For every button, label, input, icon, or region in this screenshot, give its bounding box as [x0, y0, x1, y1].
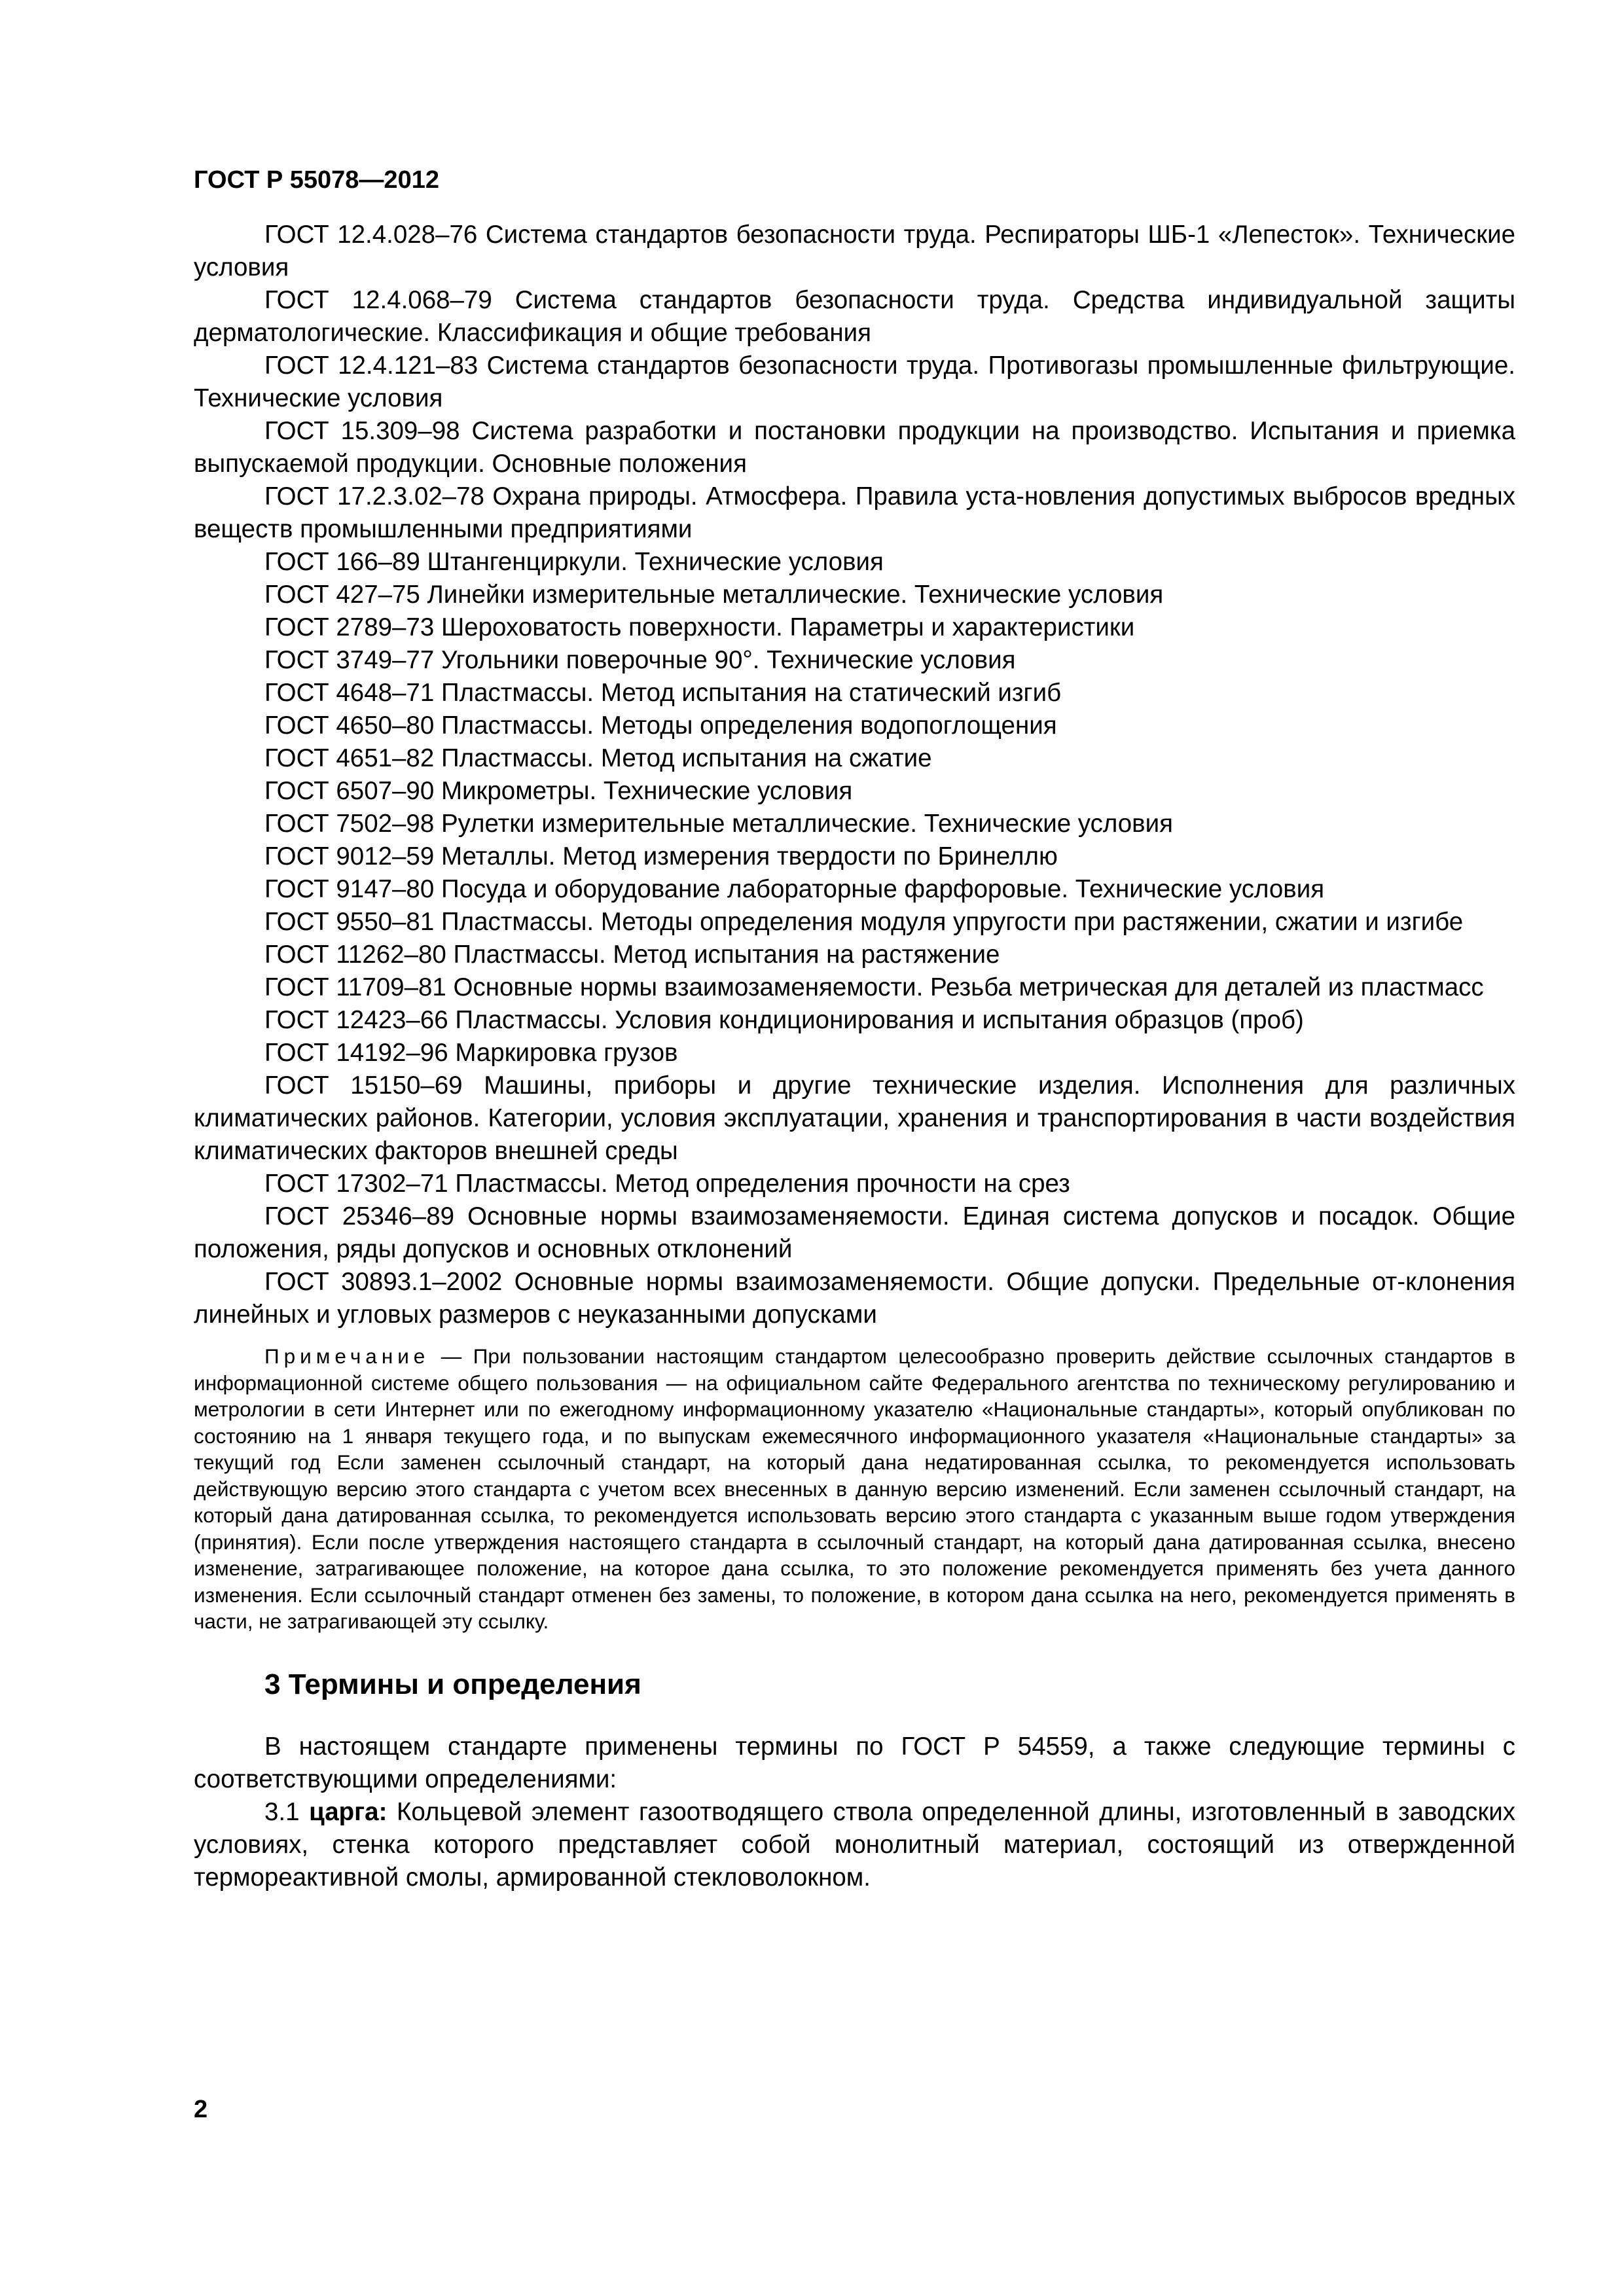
section-intro-paragraph: В настоящем стандарте применены термины по ГОСТ Р 54559, а также следующие термины с соответствующими определениями:	[194, 1732, 1515, 1793]
document-header-id: ГОСТ Р 55078—2012	[194, 166, 439, 194]
reference-item: ГОСТ 427–75 Линейки измерительные металлические. Технические условия	[264, 581, 1164, 609]
reference-item: ГОСТ 17.2.3.02–78 Охрана природы. Атмосфера. Правила уста-новления допустимых выбросов вредных веществ промышленными предприятиями	[194, 482, 1515, 543]
section-heading: 3 Термины и определения	[264, 1668, 641, 1700]
page-number: 2	[194, 2096, 208, 2123]
reference-item: ГОСТ 3749–77 Угольники поверочные 90°. Технические условия	[264, 646, 1016, 674]
term-name: царга:	[309, 1797, 388, 1826]
reference-item: ГОСТ 6507–90 Микрометры. Технические условия	[264, 777, 853, 805]
reference-item: ГОСТ 2789–73 Шероховатость поверхности. Параметры и характеристики	[264, 613, 1135, 641]
reference-item: ГОСТ 9147–80 Посуда и оборудование лабораторные фарфоровые. Технические условия	[264, 875, 1325, 903]
reference-item: ГОСТ 11262–80 Пластмассы. Метод испытания на растяжение	[264, 941, 1000, 969]
reference-item: ГОСТ 4648–71 Пластмассы. Метод испытания на статический изгиб	[264, 679, 1062, 707]
reference-item: ГОСТ 12.4.068–79 Система стандартов безопасности труда. Средства индивидуальной защиты дерматологические. Классификация и общие требования	[194, 286, 1515, 347]
reference-item: ГОСТ 25346–89 Основные нормы взаимозаменяемости. Единая система допусков и посадок. Общие положения, ряды допусков и основных отклонений	[194, 1202, 1515, 1263]
references-note	[194, 1343, 1515, 1635]
term-number: 3.1	[264, 1797, 310, 1826]
reference-item: ГОСТ 14192–96 Маркировка грузов	[264, 1039, 678, 1067]
reference-item: ГОСТ 15.309–98 Система разработки и постановки продукции на производство. Испытания и приемка выпускаемой продукции. Основные положения	[194, 417, 1515, 478]
reference-item: ГОСТ 15150–69 Машины, приборы и другие технические изделия. Исполнения для различных климатических районов. Категории, условия эксплуатации, хранения и транспортирования в части воздействия климатических факторов внешней среды	[194, 1071, 1515, 1165]
reference-item: ГОСТ 17302–71 Пластмассы. Метод определения прочности на срез	[264, 1170, 1070, 1198]
reference-item: ГОСТ 11709–81 Основные нормы взаимозаменяемости. Резьба метрическая для деталей из пластмасс	[264, 973, 1484, 1001]
term-definition-paragraph	[194, 1796, 1515, 1894]
term-definition: Кольцевой элемент газоотводящего ствола определенной длины, изготовленный в заводских условиях, стенка которого представляет собой монолитный материал, состоящий из отвержденной термореактивной смолы, армированной стекловолокном.	[194, 1797, 1515, 1892]
note-text: — При пользовании настоящим стандартом целесообразно проверить действие ссылочных стандартов в информационной системе общего пользования — на официальном сайте Федерального агентства по техническому регулированию и метрологии в сети Интернет или по ежегодному информационному указателю «Национальные стандарты», который опубликован по состоянию на 1 января текущего года, и по выпускам ежемесячного информационного указателя «Национальные стандарты» за текущий год Если заменен ссылочный стандарт, на который дана недатированная ссылка, то рекомендуется использовать действующую версию этого стандарта с учетом всех внесенных в данную версию изменений. Если заменен ссылочный стандарт, на который дана датированная ссылка, то рекомендуется использовать версию этого стандарта с указанным выше годом утверждения (принятия). Если после утверждения настоящего стандарта в ссылочный стандарт, на который дана датированная ссылка, внесено изменение, затрагивающее положение, на которое дана ссылка, то это положение рекомендуется применять без учета данного изменения. Если ссылочный стандарт отменен без замены, то положение, в котором дана ссылка на него, рекомендуется применять в части, не затрагивающей эту ссылку.	[194, 1344, 1515, 1633]
reference-item: ГОСТ 4651–82 Пластмассы. Метод испытания на сжатие	[264, 744, 932, 772]
reference-item: ГОСТ 12.4.028–76 Система стандартов безопасности труда. Респираторы ШБ-1 «Лепесток». Технические условия	[194, 221, 1515, 281]
reference-item: ГОСТ 7502–98 Рулетки измерительные металлические. Технические условия	[264, 810, 1173, 838]
note-label: Примечание	[264, 1344, 430, 1368]
reference-item: ГОСТ 9550–81 Пластмассы. Методы определения модуля упругости при растяжении, сжатии и изгибе	[264, 908, 1464, 936]
reference-item: ГОСТ 4650–80 Пластмассы. Методы определения водопоглощения	[264, 711, 1057, 740]
reference-item: ГОСТ 30893.1–2002 Основные нормы взаимозаменяемости. Общие допуски. Предельные от-клонения линейных и угловых размеров с неуказанными допусками	[194, 1268, 1515, 1329]
reference-item: ГОСТ 12.4.121–83 Система стандартов безопасности труда. Противогазы промышленные фильтрующие. Технические условия	[194, 351, 1515, 412]
normative-references-list	[194, 219, 1515, 1331]
reference-item: ГОСТ 166–89 Штангенциркули. Технические условия	[264, 548, 884, 576]
reference-item: ГОСТ 12423–66 Пластмассы. Условия кондиционирования и испытания образцов (проб)	[264, 1006, 1304, 1034]
document-body	[194, 219, 1515, 1894]
reference-item: ГОСТ 9012–59 Металлы. Метод измерения твердости по Бринеллю	[264, 842, 1058, 870]
